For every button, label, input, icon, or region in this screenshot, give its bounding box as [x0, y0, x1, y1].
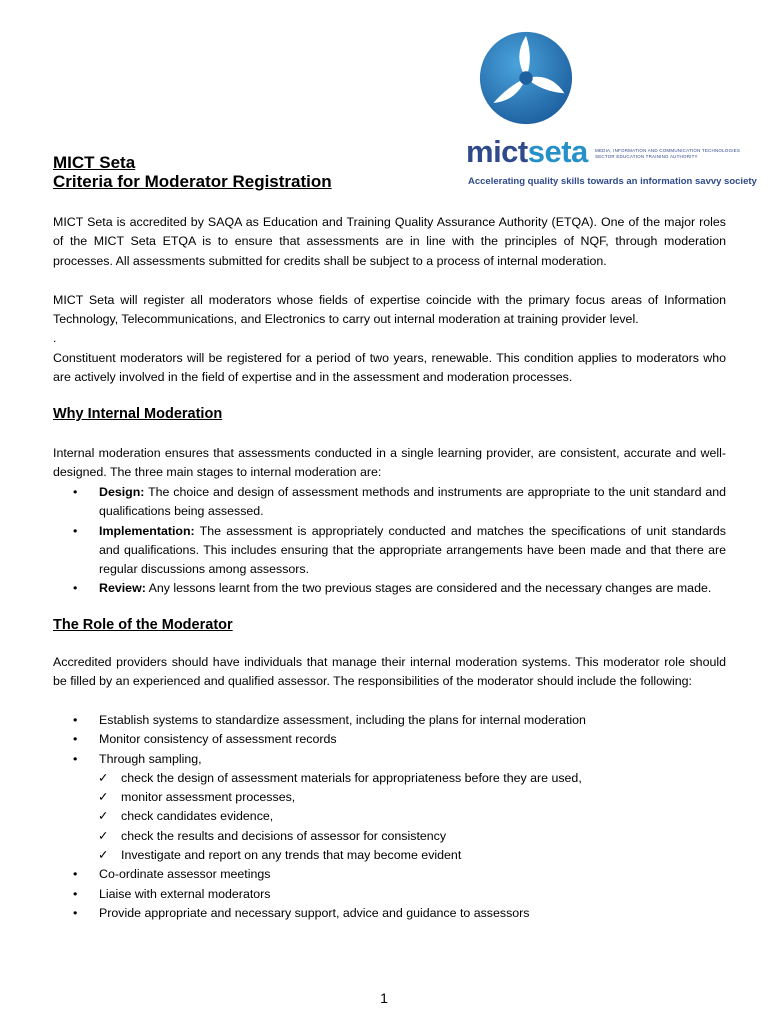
intro-paragraph-2: MICT Seta will register all moderators whose fields of expertise coincide with the primary focus areas of Information Technology, Telecommunications, and Electronics to carry out internal moderation at training provider level. [53, 293, 726, 327]
bullet-icon: • [73, 581, 78, 596]
document-title: Criteria for Moderator Registration [53, 172, 332, 191]
section-heading-role: The Role of the Moderator [53, 617, 233, 633]
list-item: • Establish systems to standardize assessment, including the plans for internal moderation [53, 711, 726, 730]
intro-paragraph-1: MICT Seta is accredited by SAQA as Education and Training Quality Assurance Authority (ETQA). One of the major roles of the MICT Seta ETQA is to ensure that assessments are in line with the principles of NQF, through moderation processes. All assessments submitted for credits shall be subject to a process of internal moderation. [53, 215, 726, 268]
bullet-icon: • [73, 713, 78, 727]
role-intro-paragraph: Accredited providers should have individuals that manage their internal moderation systems. This moderator role should be filled by an experienced and qualified assessor. The responsibilities of the moderator should include the following: [53, 655, 726, 689]
mictseta-logo [448, 22, 757, 202]
checkmark-icon: ✓ [98, 809, 109, 824]
checkmark-icon: ✓ [98, 790, 109, 805]
page-number: 1 [380, 990, 388, 1006]
sub-list-item: ✓ check candidates evidence, [53, 807, 726, 826]
bullet-icon: • [73, 523, 78, 538]
document-title-org: MICT Seta [53, 153, 136, 172]
responsibilities-list [53, 711, 726, 923]
list-item: • Through sampling, [53, 750, 726, 769]
list-item: • Provide appropriate and necessary support, advice and guidance to assessors [53, 904, 726, 923]
intro-paragraph-3: Constituent moderators will be registered for a period of two years, renewable. This condition applies to moderators who are actively involved in the field of expertise and in the assessment and moderation processes. [53, 351, 726, 385]
section-heading-why: Why Internal Moderation [53, 406, 223, 422]
stages-list [53, 483, 726, 599]
stray-dot: . [53, 331, 57, 345]
logo-emblem-icon [478, 30, 574, 126]
bullet-icon: • [73, 905, 78, 920]
bullet-icon: • [73, 867, 78, 882]
bullet-icon: • [73, 732, 78, 747]
list-item: • Review: Any lessons learnt from the two previous stages are considered and the necessary changes are made. [53, 579, 726, 598]
list-item: • Co-ordinate assessor meetings [53, 865, 726, 884]
sub-list-item: ✓ Investigate and report on any trends that may become evident [53, 846, 726, 865]
list-item: • Monitor consistency of assessment records [53, 730, 726, 749]
bullet-icon: • [73, 751, 78, 766]
checkmark-icon: ✓ [98, 828, 109, 843]
sub-list-item: ✓ monitor assessment processes, [53, 788, 726, 807]
list-item: • Liaise with external moderators [53, 885, 726, 904]
checkmark-icon: ✓ [98, 848, 109, 863]
why-intro-paragraph: Internal moderation ensures that assessments conducted in a single learning provider, are consistent, accurate and well-designed. The three main stages to internal moderation are: [53, 446, 726, 480]
sub-list-item: ✓ check the design of assessment materials for appropriateness before they are used, [53, 769, 726, 788]
logo-subtitle: MEDIA, INFORMATION AND COMMUNICATION TECHNOLOGIES SECTOR EDUCATION TRAINING AUTHORITY [595, 148, 741, 159]
logo-tagline: Accelerating quality skills towards an information savvy society [468, 176, 757, 187]
bullet-icon: • [73, 485, 78, 499]
bullet-icon: • [73, 886, 78, 901]
list-item: • Implementation: The assessment is appropriately conducted and matches the specifications of unit standards and qualifications. This includes ensuring that the appropriate arrangements have been made and that there are regular discussions among assessors. [73, 523, 726, 577]
list-item: • Design: The choice and design of assessment methods and instruments are appropriate to the unit standard and qualifications being assessed. [73, 485, 726, 519]
logo-wordmark: mictseta [466, 134, 588, 169]
sub-list-item: ✓ check the results and decisions of assessor for consistency [53, 827, 726, 846]
checkmark-icon: ✓ [98, 770, 109, 785]
